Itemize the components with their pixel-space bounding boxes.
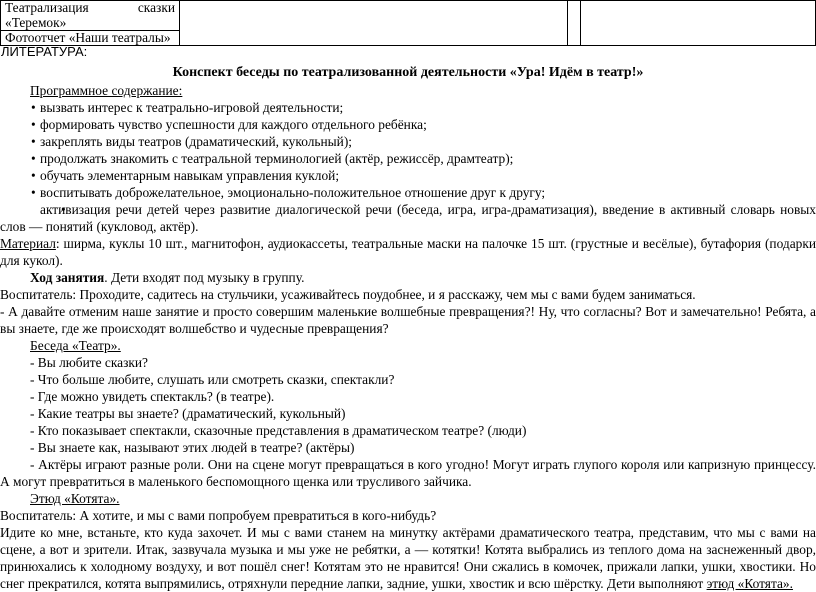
etude-text: Идите ко мне, встаньте, кто куда захочет. И мы с вами станем на минутку актёрами драматического театра, представим, что мы с вами на сцене, а вот и зрители. Итак, зазвучала музыка и мы уже не ребятки, а — котятки! Котята выбрались из теплого дома на заснеженный двор, принюхались к холодному воздуху, и вот пошёл снег! Котятам это не нравится! Они сжались в комочек, прижали лапки, ушки, хвостики. Но снег прекратился, котята выпрямились, отряхнули передние лапки, задние, ушки, хвостик и всю шёрстку. Дети выполняют [0, 525, 816, 591]
list-item [0, 150, 816, 167]
header-table [0, 0, 816, 46]
list-item [0, 133, 816, 150]
cell-text-part1: Театрализация [5, 0, 89, 15]
etude-link: этюд «Котята». [706, 576, 793, 591]
etude-heading: Этюд «Котята». [30, 491, 120, 506]
list-item-text: формировать чувство успешности для каждого отдельного ребёнка; [40, 117, 427, 132]
table-cell-empty-2 [567, 0, 581, 46]
material-paragraph [0, 235, 816, 269]
list-item-text: обучать элементарным навыкам управления куклой; [40, 168, 340, 183]
list-item [0, 167, 816, 184]
question-line: - Вы знаете как, называют этих людей в театре? (актёры) [30, 440, 355, 455]
question-line: - Кто показывает спектакли, сказочные представления в драматическом театре? (люди) [30, 423, 527, 438]
cell-text-line2: «Теремок» [5, 14, 67, 30]
question-line: - Что больше любите, слушать или смотреть сказки, спектакли? [30, 372, 395, 387]
list-item-text: вызвать интерес к театрально-игровой деятельности; [40, 100, 344, 115]
table-cell-empty-1 [179, 0, 568, 46]
table-cell-empty-3 [580, 0, 816, 46]
paragraph: - А давайте отменим наше занятие и просто совершим маленькие волшебные превращения?! Ну, что согласны? Вот и замечательно! Ребята, а вы знаете, где же происходят волшебство и чудесные превращения? [0, 304, 816, 336]
material-text: : ширма, куклы 10 шт., магнитофон, аудиокассеты, театральные маски на палочке 15 шт. (грустные и весёлые), бутафория (подарки для кукол). [0, 236, 816, 268]
question-line: - Вы любите сказки? [30, 355, 148, 370]
question-line: - Где можно увидеть спектакль? (в театре). [30, 389, 275, 404]
material-label: Материал [0, 236, 56, 251]
list-item [0, 201, 816, 235]
list-item [0, 99, 816, 116]
course-text: . Дети входят под музыку в группу. [104, 270, 305, 285]
paragraph: Воспитатель: А хотите, и мы с вами попробуем превратиться в кого-нибудь? [0, 508, 437, 523]
document-body [0, 44, 816, 592]
table-cell-theatre-tale [0, 0, 180, 31]
paragraph: Воспитатель: Проходите, садитесь на стульчики, усаживайтесь поудобнее, и я расскажу, чем мы с вами будем заниматься. [0, 287, 696, 302]
list-item-text: активизация речи детей через развитие диалогической речи (беседа, игра, игра-драматизация), введение в активный словарь новых слов — понятий (кукловод, актёр). [0, 202, 816, 234]
program-heading: Программное содержание: [30, 83, 183, 98]
cell-text-part2: сказки [137, 0, 175, 15]
cell-text-photo: Фотоотчет «Наши театралы» [5, 30, 171, 45]
list-item-text: продолжать знакомить с театральной терминологией (актёр, режиссёр, драмтеатр); [40, 151, 514, 166]
paragraph-etude [0, 524, 816, 592]
course-label: Ход занятия [30, 270, 105, 285]
course-paragraph [0, 269, 816, 286]
list-item [0, 184, 816, 201]
literature-heading: ЛИТЕРАТУРА: [1, 44, 88, 59]
list-item-text: закреплять виды театров (драматический, кукольный); [40, 134, 353, 149]
talk-heading: Беседа «Театр». [30, 338, 121, 353]
page-title: Конспект беседы по театрализованной деятельности «Ура! Идём в театр!» [172, 65, 644, 80]
list-item-text: воспитывать доброжелательное, эмоционально-положительное отношение друг к другу; [40, 185, 546, 200]
paragraph: - Актёры играют разные роли. Они на сцене могут превращаться в кого угодно! Могут играть глупого короля или капризную принцессу. А могут превратиться в маленького беспомощного щенка или трусливого зайчика. [0, 457, 816, 489]
question-line: - Какие театры вы знаете? (драматический, кукольный) [30, 406, 346, 421]
list-item [0, 116, 816, 133]
